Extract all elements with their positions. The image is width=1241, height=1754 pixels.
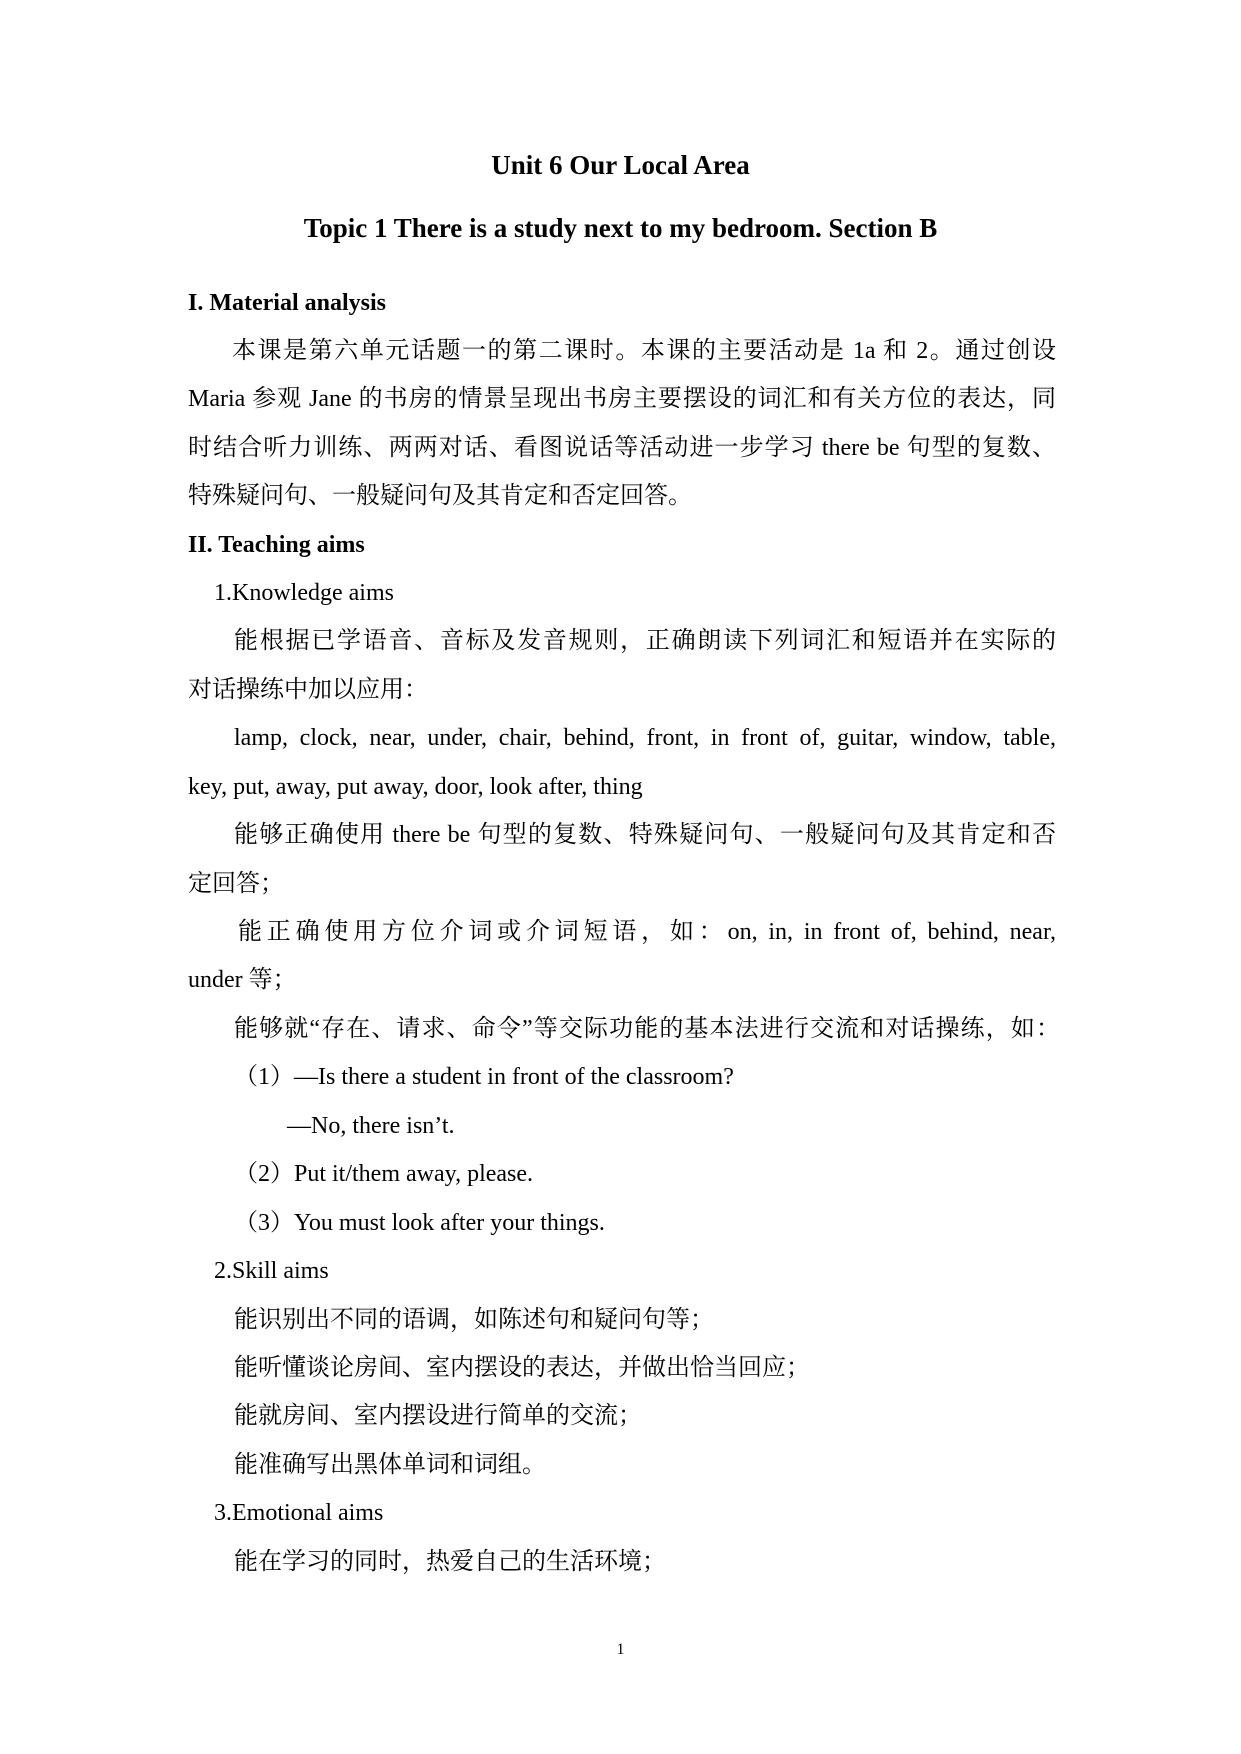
example-line: —No, there isn’t.	[287, 1113, 455, 1139]
example-line: （3）You must look after your things.	[234, 1210, 605, 1236]
paragraph-line: 能准确写出黑体单词和词组。	[234, 1452, 546, 1478]
paragraph-line: 能根据已学语音、音标及发音规则，正确朗读下列词汇和短语并在实际的	[234, 628, 1056, 654]
document-subtitle: Topic 1 There is a study next to my bedroom. Section B	[303, 213, 938, 243]
paragraph-line: Maria 参观 Jane 的书房的情景呈现出书房主要摆设的词汇和有关方位的表达，同	[188, 386, 1056, 412]
paragraph-line: 能正确使用方位介词或介词短语，如：on, in, in front of, behind, near,	[238, 919, 1056, 945]
vocabulary-line: lamp, clock, near, under, chair, behind, front, in front of, guitar, window, table,	[234, 725, 1056, 751]
vocabulary-line: key, put, away, put away, door, look after, thing	[188, 774, 643, 800]
example-line: （1）—Is there a student in front of the classroom?	[234, 1064, 734, 1090]
paragraph-line: 时结合听力训练、两两对话、看图说话等活动进一步学习 there be 句型的复数、	[188, 435, 1056, 461]
paragraph-line: 能够就“存在、请求、命令”等交际功能的基本法进行交流和对话操练，如：	[234, 1016, 1060, 1042]
section-heading-teaching-aims: II. Teaching aims	[188, 532, 365, 558]
section-heading-material-analysis: I. Material analysis	[188, 290, 386, 316]
paragraph-line: 能就房间、室内摆设进行简单的交流；	[234, 1403, 642, 1429]
document-title: Unit 6 Our Local Area	[491, 150, 750, 180]
paragraph-line: 能在学习的同时，热爱自己的生活环境；	[234, 1549, 666, 1575]
subheading-skill-aims: 2.Skill aims	[214, 1258, 329, 1284]
paragraph-line: 能听懂谈论房间、室内摆设的表达，并做出恰当回应；	[234, 1355, 810, 1381]
paragraph-line: under 等；	[188, 967, 297, 993]
page-number: 1	[616, 1641, 625, 1658]
paragraph-line: 定回答；	[188, 871, 284, 897]
paragraph-line: 本课是第六单元话题一的第二课时。本课的主要活动是 1a 和 2。通过创设	[232, 338, 1056, 364]
subheading-emotional-aims: 3.Emotional aims	[214, 1500, 384, 1526]
paragraph-line: 对话操练中加以应用：	[188, 677, 428, 703]
paragraph-line: 能识别出不同的语调，如陈述句和疑问句等；	[234, 1307, 714, 1333]
paragraph-line: 特殊疑问句、一般疑问句及其肯定和否定回答。	[188, 483, 692, 509]
example-line: （2）Put it/them away, please.	[234, 1161, 534, 1187]
subheading-knowledge-aims: 1.Knowledge aims	[214, 580, 394, 606]
paragraph-line: 能够正确使用 there be 句型的复数、特殊疑问句、一般疑问句及其肯定和否	[234, 822, 1056, 848]
